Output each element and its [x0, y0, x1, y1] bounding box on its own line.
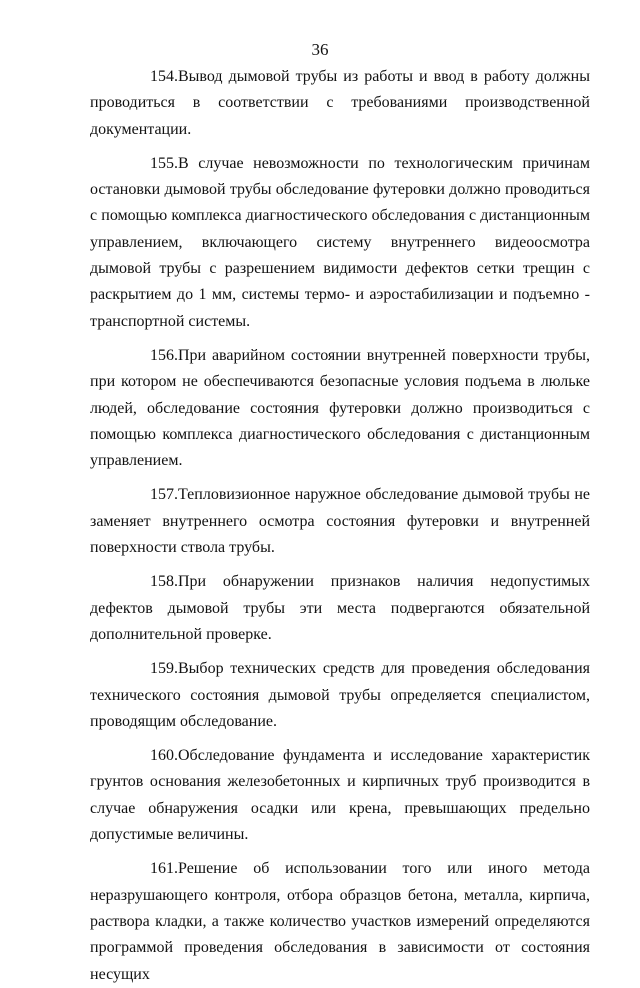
paragraph-text: При аварийном состоянии внутренней поверхности трубы, при котором не обеспечиваются безопасные условия подъема в люльке людей, обследование состояния футеровки должно производиться с помощью комплекса диагностического обследования с дистанционным управлением.: [90, 346, 590, 470]
paragraph-number: 159.: [150, 660, 178, 678]
paragraph-157: [90, 482, 590, 561]
paragraph-text: Тепловизионное наружное обследование дымовой трубы не заменяет внутреннего осмотра состояния футеровки и внутренней поверхности ствола трубы.: [90, 486, 590, 557]
paragraph-158: [90, 569, 590, 648]
paragraph-text: Выбор технических средств для проведения обследования технического состояния дымовой трубы определяется специалистом, проводящим обследование.: [90, 660, 590, 730]
document-body: [90, 64, 590, 988]
paragraph-number: 154.: [150, 68, 178, 85]
page-number: 36: [311, 40, 329, 59]
paragraph-number: 160.: [150, 747, 178, 765]
paragraph-155: [90, 151, 590, 335]
paragraph-number: 157.: [150, 486, 178, 504]
paragraph-number: 155.: [150, 154, 178, 172]
paragraph-text: Решение об использовании того или иного метода неразрушающего контроля, отбора образцов бетона, металла, кирпича, раствора кладки, а также количество участков измерений определяются программой проведения обследования в зависимости от состояния несущих: [90, 860, 590, 983]
paragraph-text: В случае невозможности по технологическим причинам остановки дымовой трубы обследование футеровки должно проводиться с помощью комплекса диагностического обследования с дистанционным управлением, включающего систему внутреннего видеоосмотра дымовой трубы с разрешением видимости дефектов сетки трещин с раскрытием до 1 мм, системы термо- и аэростабилизации и подъемно - транспортной системы.: [90, 154, 590, 330]
paragraph-text: При обнаружении признаков наличия недопустимых дефектов дымовой трубы эти места подвергаются обязательной дополнительной проверке.: [90, 573, 590, 643]
paragraph-number: 161.: [150, 860, 178, 878]
paragraph-154: [90, 64, 590, 143]
paragraph-number: 156.: [150, 346, 178, 364]
paragraph-text: Обследование фундамента и исследование характеристик грунтов основания железобетонных и кирпичных труб производится в случае обнаружения осадки или крена, превышающих предельно допустимые величины.: [90, 747, 590, 844]
paragraph-156: [90, 343, 590, 474]
paragraph-160: [90, 743, 590, 848]
paragraph-159: [90, 656, 590, 735]
paragraph-161: [90, 856, 590, 987]
paragraph-text: Вывод дымовой трубы из работы и ввод в работу должны проводиться в соответствии с требованиями производственной документации.: [90, 68, 590, 138]
paragraph-number: 158.: [150, 573, 178, 591]
